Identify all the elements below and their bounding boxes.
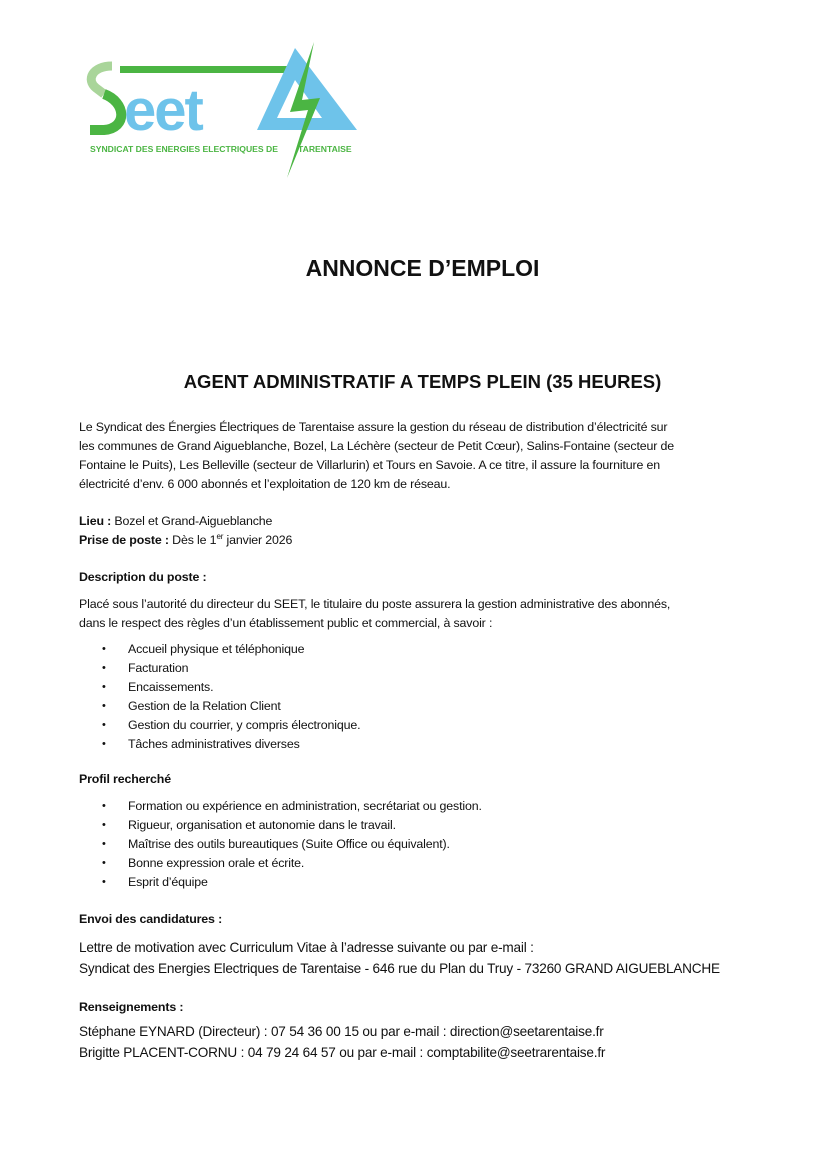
intro-line: les communes de Grand Aigueblanche, Bozel, La Léchère (secteur de Petit Cœur), Salins-Fontaine (secteur de <box>79 439 674 453</box>
prise-label: Prise de poste : <box>79 533 169 547</box>
intro-line: Fontaine le Puits), Les Belleville (secteur de Villarlurin) et Tours en Savoie. A ce titre, il assure la fourniture en <box>79 458 661 472</box>
list-item: • Tâches administratives diverses <box>79 735 360 754</box>
list-item: • Bonne expression orale et écrite. <box>79 854 482 873</box>
svg-text:eet: eet <box>124 78 202 143</box>
lieu-value: Bozel et Grand-Aigueblanche <box>111 514 273 528</box>
seet-logo <box>82 40 372 180</box>
description-line: dans le respect des règles d’un établissement public et commercial, à savoir : <box>79 616 493 630</box>
intro-line: Le Syndicat des Énergies Électriques de Tarentaise assure la gestion du réseau de distribution d’électricité sur <box>79 420 668 434</box>
list-item: • Rigueur, organisation et autonomie dans le travail. <box>79 816 482 835</box>
email-link[interactable]: comptabilite@seetrarentaise.fr <box>426 1045 606 1060</box>
list-item: • Formation ou expérience en administration, secrétariat ou gestion. <box>79 797 482 816</box>
intro-paragraph <box>79 418 674 494</box>
logo-tagline: SYNDICAT DES ENERGIES ELECTRIQUES DE <box>90 144 278 154</box>
job-title: AGENT ADMINISTRATIF A TEMPS PLEIN (35 HEURES) <box>183 371 662 392</box>
envoi-line: Lettre de motivation avec Curriculum Vitae à l’adresse suivante ou par e-mail : <box>79 940 534 955</box>
email-link[interactable]: direction@seetarentaise.fr <box>449 1024 604 1039</box>
list-item: • Encaissements. <box>79 678 360 697</box>
contact-text: Stéphane EYNARD (Directeur) : 07 54 36 00 15 ou par e-mail : <box>79 1024 450 1039</box>
list-item: • Esprit d’équipe <box>79 873 482 892</box>
page-title: ANNONCE D’EMPLOI <box>305 255 540 281</box>
intro-line: électricité d’env. 6 000 abonnés et l’exploitation de 120 km de réseau. <box>79 477 451 491</box>
description-line: Placé sous l’autorité du directeur du SEET, le titulaire du poste assurera la gestion administrative des abonnés, <box>79 597 671 611</box>
prise-value: Dès le 1 <box>168 533 217 547</box>
prise-value-end: janvier 2026 <box>223 533 293 547</box>
list-item: • Facturation <box>79 659 360 678</box>
prise-sup: er <box>216 531 224 541</box>
contacts <box>79 1021 605 1063</box>
contact-line <box>79 1021 605 1042</box>
description-paragraph <box>79 595 670 633</box>
list-item: • Accueil physique et téléphonique <box>79 640 360 659</box>
description-list <box>79 640 360 754</box>
profil-heading: Profil recherché <box>79 772 171 786</box>
envoi-heading: Envoi des candidatures : <box>79 912 223 926</box>
lieu-line <box>79 512 292 531</box>
contact-line <box>79 1042 605 1063</box>
list-item: • Gestion du courrier, y compris électronique. <box>79 716 360 735</box>
renseignements-heading: Renseignements : <box>79 1000 184 1014</box>
prise-line <box>79 531 292 550</box>
description-heading: Description du poste : <box>79 570 207 584</box>
job-details <box>79 512 292 550</box>
lieu-label: Lieu : <box>79 514 112 528</box>
contact-text: Brigitte PLACENT-CORNU : 04 79 24 64 57 ou par e-mail : <box>79 1045 427 1060</box>
address-line: Syndicat des Energies Electriques de Tarentaise - 646 rue du Plan du Truy - 73260 GRAND AIGUEBLANCHE <box>79 961 720 976</box>
list-item: • Gestion de la Relation Client <box>79 697 360 716</box>
svg-text:TARENTAISE: TARENTAISE <box>298 144 352 154</box>
envoi-text <box>79 937 720 979</box>
profil-list <box>79 797 482 892</box>
list-item: • Maîtrise des outils bureautiques (Suite Office ou équivalent). <box>79 835 482 854</box>
